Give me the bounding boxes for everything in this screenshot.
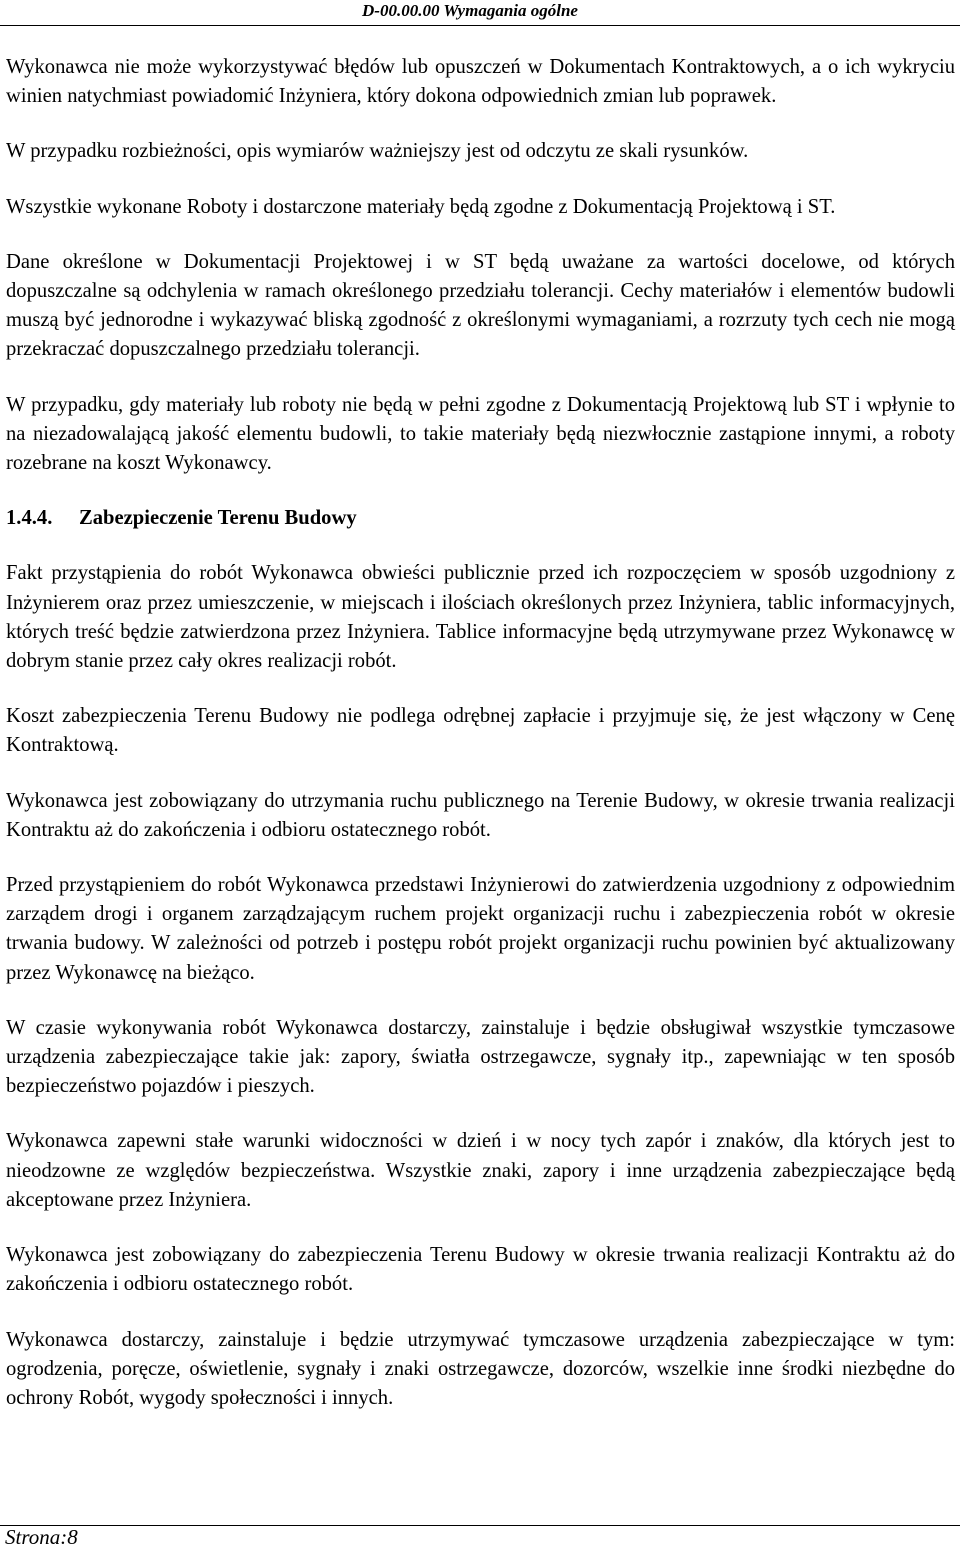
paragraph: Wykonawca jest zobowiązany do utrzymania ruchu publicznego na Terenie Budowy, w okresie trwania realizacji Kontraktu aż do zakończenia i odbioru ostatecznego robót. <box>6 789 955 841</box>
section-title: Zabezpieczenie Terenu Budowy <box>79 507 357 530</box>
paragraph: Koszt zabezpieczenia Terenu Budowy nie podlega odrębnej zapłacie i przyjmuje się, że jest włączony w Cenę Kontraktową. <box>6 705 955 757</box>
paragraph: Fakt przystąpienia do robót Wykonawca obwieści publicznie przed ich rozpoczęciem w sposób uzgodniony z Inżynierem oraz przez umieszczenie, w miejscach i ilościach określonych przez Inżyniera, tablic informacyjnych, których treść będzie zatwierdzona przez Inżyniera. Tablice informacyjne będą utrzymywane przez Wykonawcę w dobrym stanie przez cały okres realizacji robót. <box>6 562 955 673</box>
paragraph: W przypadku rozbieżności, opis wymiarów ważniejszy jest od odczytu ze skali rysunków. <box>6 140 749 163</box>
paragraph: Dane określone w Dokumentacji Projektowej i w ST będą uważane za wartości docelowe, od których dopuszczalne są odchylenia w ramach określonego przedziału tolerancji. Cechy materiałów i elementów budowli muszą być jednorodne i wykazywać bliską zgodność z określonymi wymaganiami, a rozrzuty tych cech nie mogą przekraczać dopuszczalnego przedziału tolerancji. <box>6 250 955 361</box>
paragraph: Wykonawca jest zobowiązany do zabezpieczenia Terenu Budowy w okresie trwania realizacji Kontraktu aż do zakończenia i odbioru ostatecznego robót. <box>6 1244 955 1296</box>
header-divider <box>0 25 960 26</box>
paragraph: Wykonawca zapewni stałe warunki widoczności w dzień i w nocy tych zapór i znaków, dla których jest to nieodzowne ze względów bezpieczeństwa. Wszystkie znaki, zapory i inne urządzenia zabezpieczające będą akceptowane przez Inżyniera. <box>6 1130 955 1211</box>
paragraph: Wykonawca nie może wykorzystywać błędów lub opuszczeń w Dokumentach Kontraktowych, a o ich wykryciu winien natychmiast powiadomić Inżyniera, który dokona odpowiednich zmian lub poprawek. <box>6 56 955 108</box>
paragraph: Wykonawca dostarczy, zainstaluje i będzie utrzymywać tymczasowe urządzenia zabezpieczające w tym: ogrodzenia, poręcze, oświetlenie, sygnały i znaki ostrzegawcze, dozorców, wszelkie inne środki niezbędne do ochrony Robót, wygody społeczności i innych. <box>6 1328 955 1409</box>
document-body <box>6 53 955 1439</box>
page-header <box>0 0 960 28</box>
paragraph: Przed przystąpieniem do robót Wykonawca przedstawi Inżynierowi do zatwierdzenia uzgodniony z odpowiednim zarządem drogi i organem zarządzającym ruchem projekt organizacji ruchu i zabezpieczenia robót w okresie trwania budowy. W zależności od potrzeb i postępu robót projekt organizacji ruchu powinien być aktualizowany przez Wykonawcę na bieżąco. <box>6 874 955 984</box>
paragraph: W przypadku, gdy materiały lub roboty nie będą w pełni zgodne z Dokumentacją Projektową lub ST i wpłynie to na niezadowalającą jakość elementu budowli, to takie materiały będą niezwłocznie zastąpione innymi, a roboty rozebrane na koszt Wykonawcy. <box>6 393 955 475</box>
paragraph: Wszystkie wykonane Roboty i dostarczone materiały będą zgodne z Dokumentacją Projektową i ST. <box>6 195 836 218</box>
document-title: D-00.00.00 Wymagania ogólne <box>362 1 578 20</box>
footer-divider <box>0 1525 960 1526</box>
paragraph: W czasie wykonywania robót Wykonawca dostarczy, zainstaluje i będzie obsługiwał wszystkie tymczasowe urządzenia zabezpieczające takie jak: zapory, światła ostrzegawcze, sygnały itp., zapewniając w ten sposób bezpieczeństwo pojazdów i pieszych. <box>6 1016 955 1098</box>
section-heading <box>6 504 955 533</box>
page-number: Strona:8 <box>5 1525 78 1549</box>
section-number: 1.4.4. <box>6 507 53 530</box>
